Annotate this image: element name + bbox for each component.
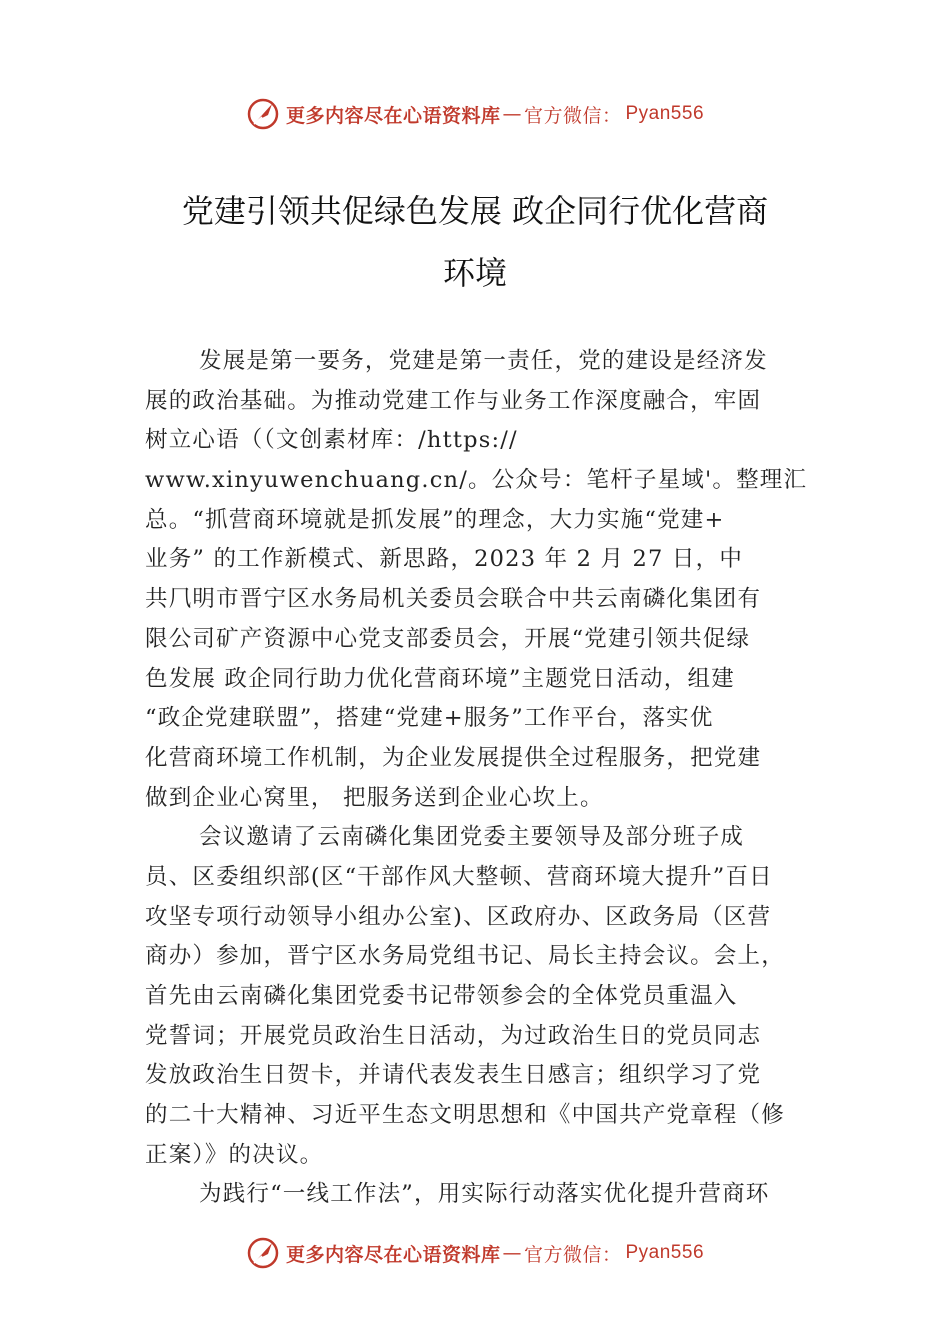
body-line: 党誓词；开展党员政治生日活动，为过政治生日的党员同志 bbox=[145, 1022, 762, 1049]
body-line: 树立心语（（文创素材库：/https:// bbox=[145, 427, 518, 454]
document-title bbox=[140, 180, 810, 304]
body-line: “政企党建联盟”，搭建“党建+服务”工作平台，落实优 bbox=[145, 705, 714, 732]
quill-logo-icon bbox=[246, 1236, 280, 1270]
watermark-dash: — bbox=[502, 103, 522, 125]
body-line: 员、区委组织部(区“干部作风大整顿、营商环境大提升”百日 bbox=[145, 863, 773, 890]
body-line: 商办）参加，晋宁区水务局党组书记、局长主持会议。会上， bbox=[145, 943, 785, 970]
watermark-official-label: 官方微信： bbox=[523, 104, 622, 127]
title-line: 环境 bbox=[442, 254, 507, 292]
document-body bbox=[145, 342, 807, 1215]
body-line: 总。“抓营商环境就是抓发展”的理念，大力实施“党建+ bbox=[145, 506, 725, 533]
body-line: 限公司矿产资源中心党支部委员会，开展“党建引领共促绿 bbox=[145, 625, 751, 652]
body-line: 会议邀请了云南磷化集团党委主要领导及部分班子成 bbox=[199, 824, 745, 851]
watermark-main-text: 更多内容尽在心语资料库 bbox=[285, 1243, 501, 1266]
body-line: 做到企业心窝里， 把服务送到企业心坎上。 bbox=[145, 784, 604, 811]
body-line: 首先由云南磷化集团党委书记带领参会的全体党员重温入 bbox=[145, 983, 738, 1009]
body-line: 共⺇明市晋宁区水务局机关委员会联合中共云南磷化集团有 bbox=[145, 586, 762, 613]
body-line: 业务” 的工作新模式、新思路，2023 年 2 月 27 日，中 bbox=[145, 546, 744, 573]
body-line: 攻坚专项行动领导小组办公室)、区政府办、区政务局（区营 bbox=[145, 903, 772, 930]
body-line: 化营商环境工作机制，为企业发展提供全过程服务，把党建 bbox=[145, 744, 762, 771]
quill-logo-icon bbox=[246, 97, 280, 131]
watermark-main-text: 更多内容尽在心语资料库 bbox=[285, 104, 501, 127]
body-line: 的二十大精神、习近平生态文明思想和《中国共产党章程（修 bbox=[145, 1102, 785, 1129]
watermark-wechat-id: Pyan556 bbox=[625, 1242, 705, 1263]
body-line: www.xinyuwenchuang.cn/。公众号：笔杆子星域'。整理汇 bbox=[145, 467, 808, 494]
footer-watermark bbox=[0, 1231, 950, 1275]
body-line: 发放政治生日贺卡，并请代表发表生日感言；组织学习了党 bbox=[145, 1062, 762, 1089]
title-line: 党建引领共促绿色发展 政企同行优化营商 bbox=[181, 192, 769, 230]
body-line: 色发展 政企同行助力优化营商环境”主题党日活动，组建 bbox=[145, 665, 735, 692]
body-line: 正案）》的决议。 bbox=[145, 1141, 324, 1168]
header-watermark bbox=[0, 92, 950, 136]
body-line: 展的政治基础。为推动党建工作与业务工作深度融合，牢固 bbox=[145, 387, 762, 414]
watermark-dash: — bbox=[502, 1242, 522, 1264]
watermark-official-label: 官方微信： bbox=[523, 1243, 622, 1266]
watermark-wechat-id: Pyan556 bbox=[625, 103, 705, 124]
body-line: 为践行“一线工作法”，用实际行动落实优化提升营商环 bbox=[199, 1181, 770, 1208]
body-line: 发展是第一要务，党建是第一责任，党的建设是经济发 bbox=[199, 348, 768, 374]
